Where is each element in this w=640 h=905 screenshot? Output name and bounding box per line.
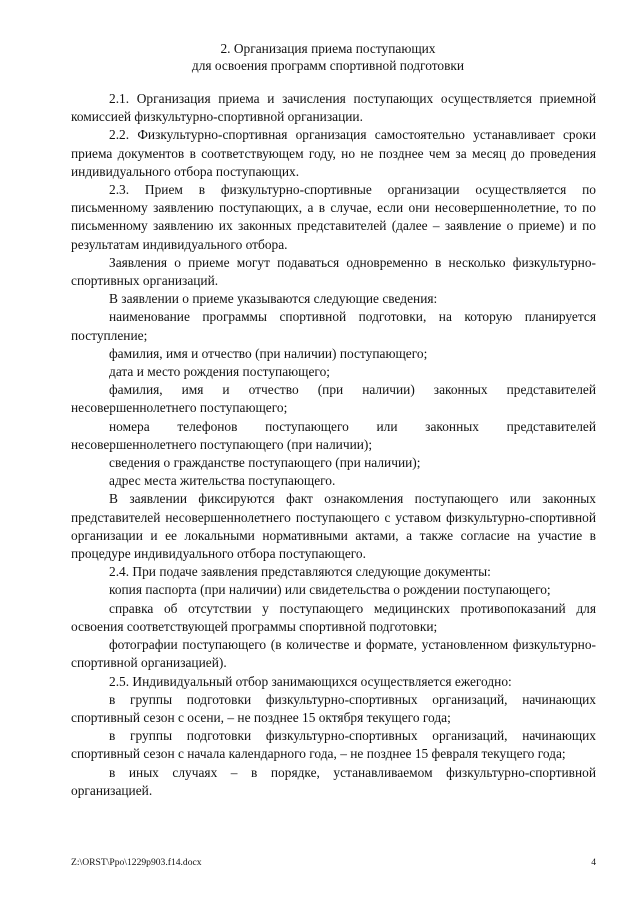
paragraph-2-4: 2.4. При подаче заявления представляются следующие документы: <box>109 564 491 580</box>
paragraph-2-3: 2.3. Прием в физкультурно-спортивные организации осуществляется по письменному заявлению поступающих, а в случае, если они несовершеннолетние, то по письменному заявлению их законных представителей (далее – заявление о приеме) и по результатам индивидуального отбора. <box>71 182 596 252</box>
document-body <box>71 90 596 800</box>
paragraph-2-2: 2.2. Физкультурно-спортивная организация самостоятельно устанавливает сроки приема документов в соответствующем году, но не позднее чем за месяц до проведения индивидуального отбора поступающих. <box>71 127 596 179</box>
list-item-phone-numbers: номера телефонов поступающего или законных представителей несовершеннолетнего поступающего (при наличии); <box>71 418 596 452</box>
paragraph-2-5: 2.5. Индивидуальный отбор занимающихся осуществляется ежегодно: <box>109 673 512 689</box>
paragraph-application-info-intro: В заявлении о приеме указываются следующие сведения: <box>109 291 438 307</box>
list-item-other-cases: в иных случаях – в порядке, устанавливаемом физкультурно-спортивной организацией. <box>71 764 596 798</box>
list-item-representatives-name: фамилия, имя и отчество (при наличии) законных представителей несовершеннолетнего поступающего; <box>71 382 596 416</box>
footer-file-path: Z:\ORST\Ppo\1229p903.f14.docx <box>71 857 202 868</box>
list-item-medical-certificate: справка об отсутствии у поступающего медицинских противопоказаний для освоения соответствующей программы спортивной подготовки; <box>71 600 596 634</box>
section-heading-line-1: 2. Организация приема поступающих <box>220 41 436 56</box>
list-item-program-name: наименование программы спортивной подготовки, на которую планируется поступление; <box>71 309 596 343</box>
list-item-applicant-name: фамилия, имя и отчество (при наличии) поступающего; <box>109 345 428 361</box>
list-item-address: адрес места жительства поступающего. <box>109 473 336 489</box>
list-item-photographs: фотографии поступающего (в количестве и формате, установленном физкультурно-спортивной организацией). <box>71 637 596 671</box>
list-item-autumn-season: в группы подготовки физкультурно-спортивных организаций, начинающих спортивный сезон с осени, – не позднее 15 октября текущего года; <box>71 691 596 725</box>
paragraph-applications: Заявления о приеме могут подаваться одновременно в несколько физкультурно-спортивных организаций. <box>71 254 596 289</box>
section-heading-line-2: для освоения программ спортивной подготовки <box>191 58 465 73</box>
list-item-citizenship: сведения о гражданстве поступающего (при наличии); <box>109 455 421 471</box>
list-item-birth-date-place: дата и место рождения поступающего; <box>109 364 330 380</box>
paragraph-acknowledgement: В заявлении фиксируются факт ознакомления поступающего или законных представителей несовершеннолетнего поступающего с уставом физкультурно-спортивной организации и ее локальными нормативными актами, а также согласие на участие в процедуре индивидуального отбора поступающего. <box>71 491 596 562</box>
list-item-calendar-year-season: в группы подготовки физкультурно-спортивных организаций, начинающих спортивный сезон с начала календарного года, – не позднее 15 февраля текущего года; <box>71 728 596 762</box>
paragraph-2-1: 2.1. Организация приема и зачисления поступающих осуществляется приемной комиссией физкультурно-спортивной организации. <box>71 91 596 125</box>
list-item-passport-copy: копия паспорта (при наличии) или свидетельства о рождении поступающего; <box>109 582 551 598</box>
page-number: 4 <box>591 857 596 868</box>
